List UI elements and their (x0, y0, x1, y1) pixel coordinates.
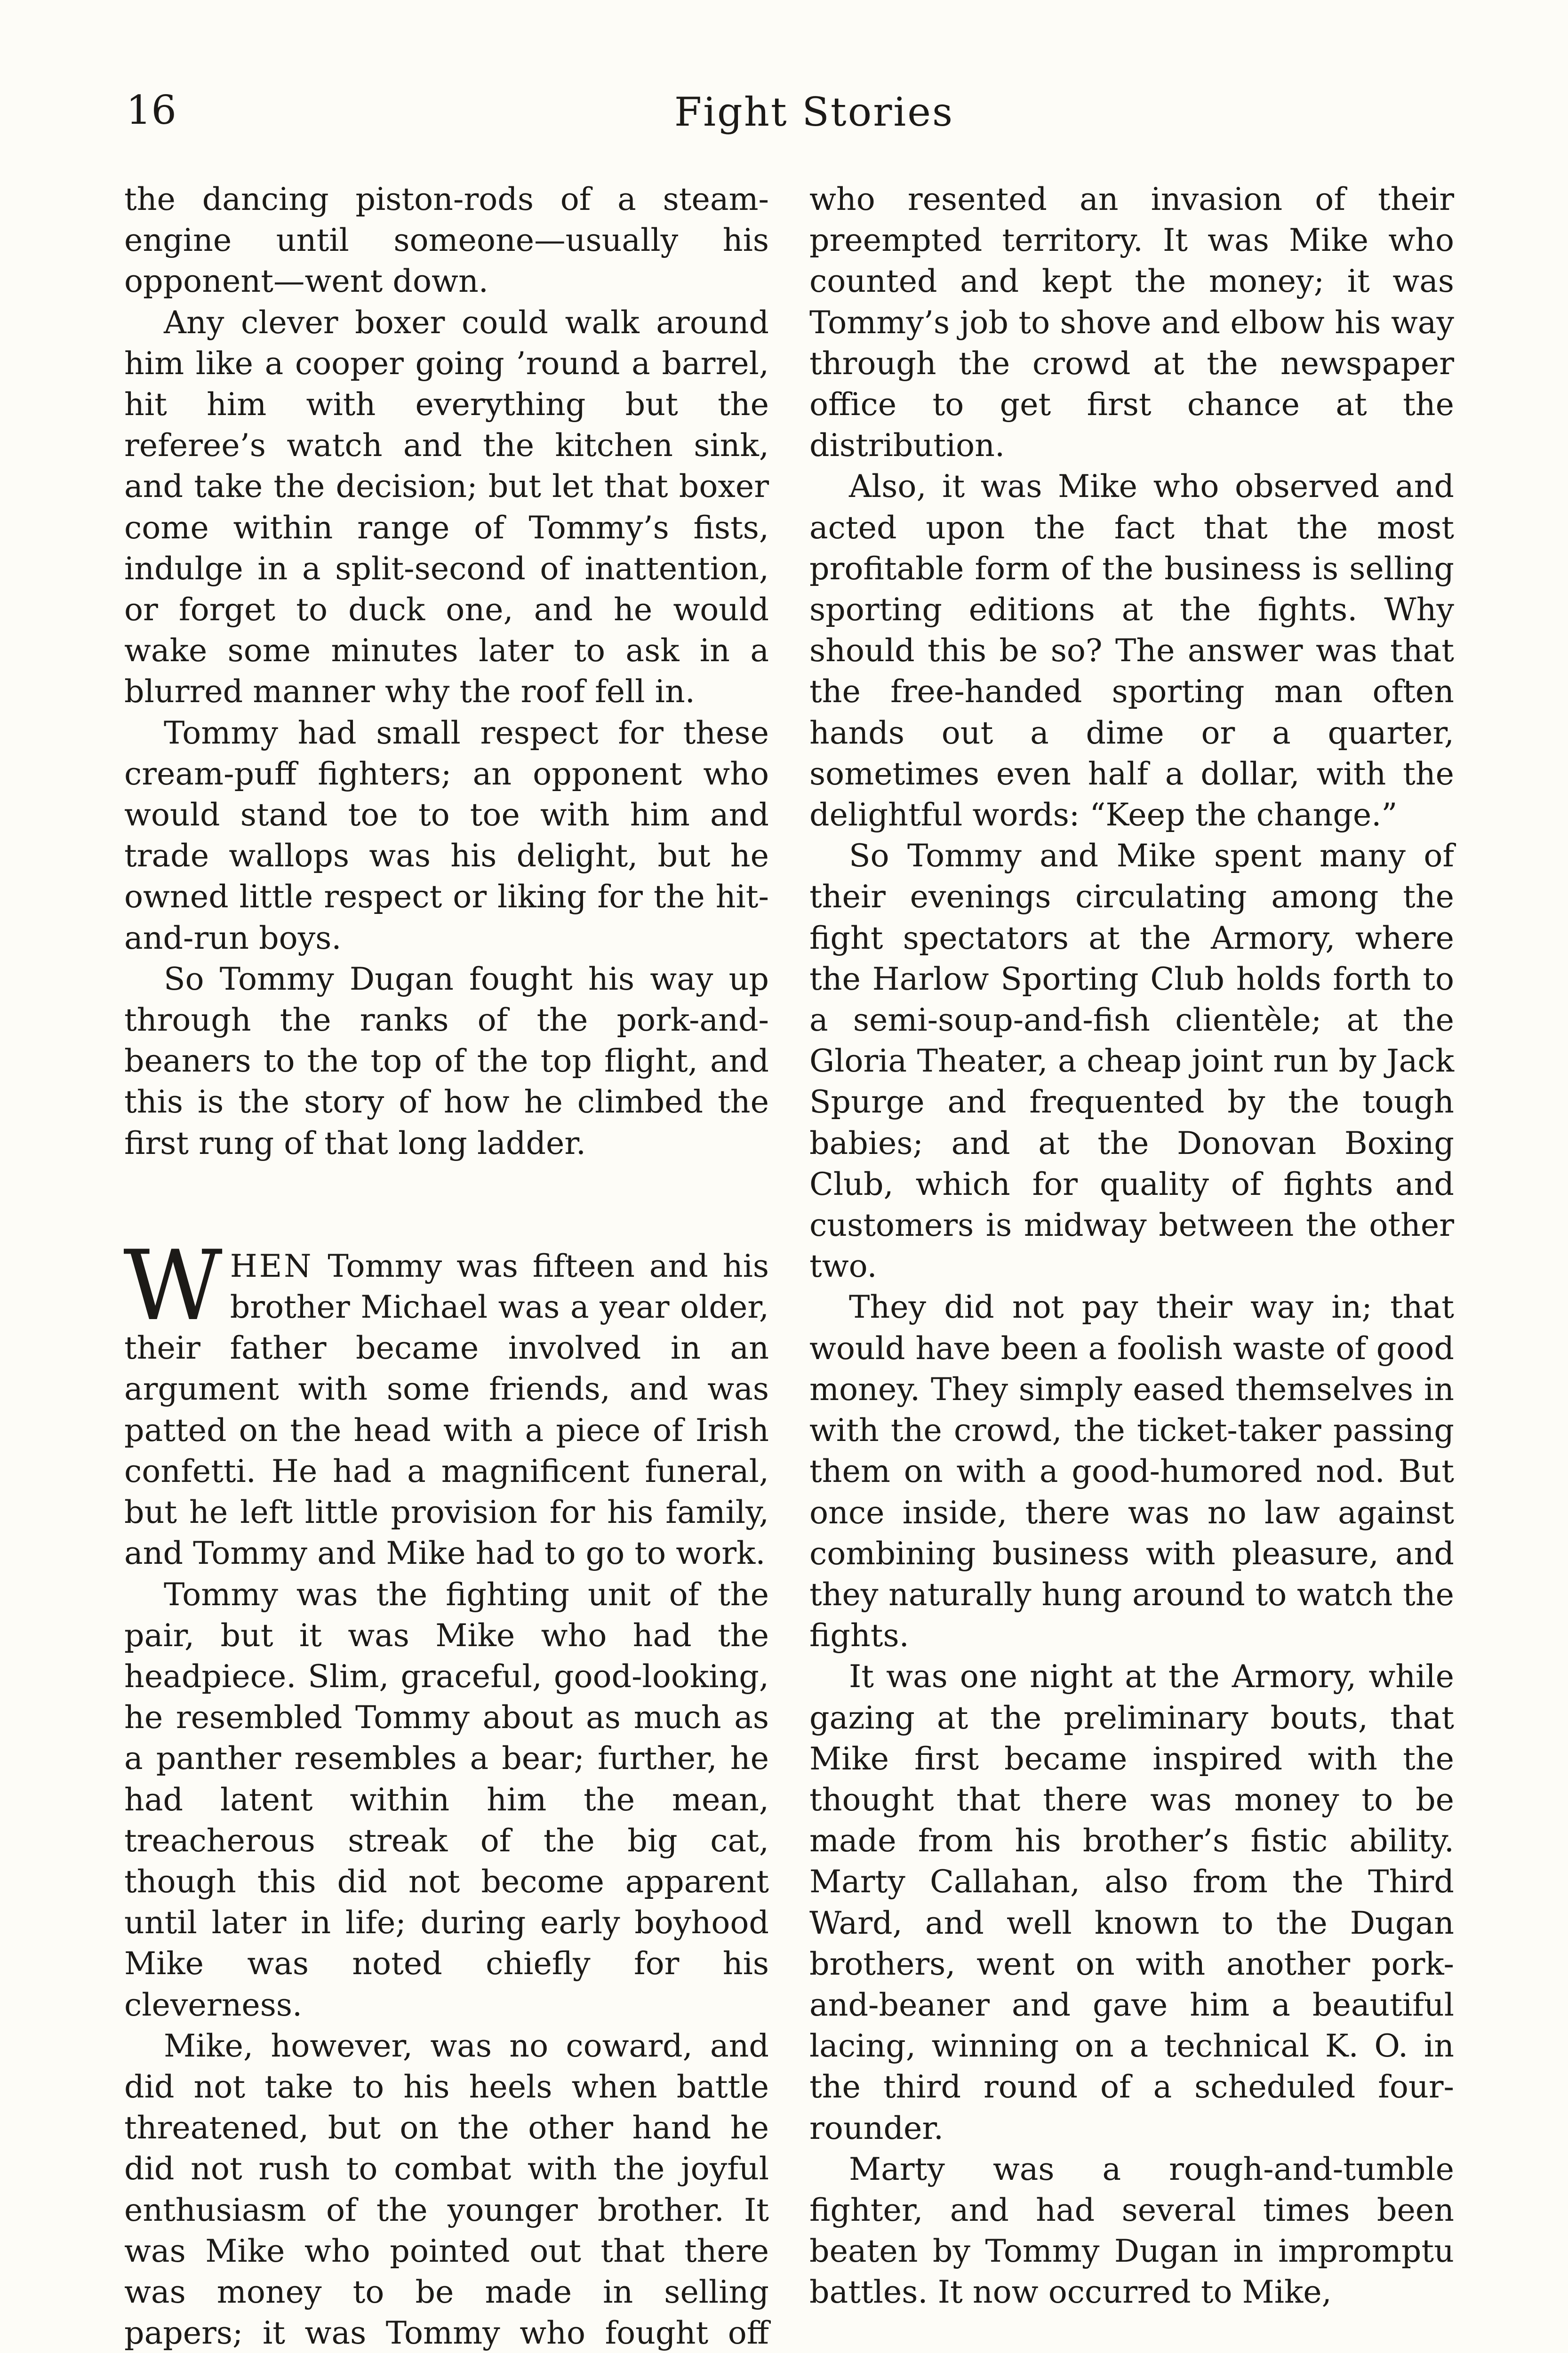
paragraph: Marty was a rough-and-tumble fighter, and had several times been beaten by Tommy Dugan in impromptu battles. It now occurred to Mike, (809, 2150, 1454, 2311)
page-number: 16 (126, 87, 176, 133)
paragraph: who resented an invasion of their preempted territory. It was Mike who counted and kept the money; it was Tommy’s job to shove and elbow his way through the crowd at the newspaper office to get first chance at the distribution. (809, 181, 1454, 464)
dropcap-lead-word: HEN (230, 1247, 313, 1284)
paragraph: Mike, however, was no coward, and did not take to his heels when battle threatened, but on the other hand he did not rush to combat with the joyful enthusiasm of the younger brother. It was Mike who pointed out that there was money to be made in selling papers; it was Tommy who fought off (124, 2027, 769, 2352)
right-column (809, 179, 1454, 2313)
paragraph: So Tommy Dugan fought his way up through the ranks of the pork-and-beaners to the top of the top flight, and this is the story of how he climbed the first rung of that long ladder. (124, 960, 769, 1161)
left-column (124, 179, 769, 2353)
drop-cap: W (123, 1230, 223, 1342)
dropcap-paragraph (123, 1230, 769, 1574)
paragraph: the dancing piston-rods of a steam-engine until someone—usually his opponent—went down. (124, 181, 769, 300)
paragraph: They did not pay their way in; that would have been a foolish waste of good money. They simply eased themselves in with the crowd, the ticket-taker passing them on with a good-humored nod. But once inside, there was no law against combining business with pleasure, and they naturally hung around to watch the fights. (809, 1289, 1454, 1654)
paragraph: It was one night at the Armory, while gazing at the preliminary bouts, that Mike first became inspired with the thought that there was money to be made from his brother’s fistic ability. Marty Callahan, also from the Third Ward, and well known to the Dugan brothers, went on with another pork-and-beaner and gave him a beautiful lacing, winning on a technical K. O. in the third round of a scheduled four-rounder. (809, 1658, 1454, 2146)
paragraph: Tommy was the fighting unit of the pair, but it was Mike who had the headpiece. Slim, graceful, good-looking, he resembled Tommy about as much as a panther resembles a bear; further, he had latent within him the mean, treacherous streak of the big cat, though this did not become apparent until later in life; during early boyhood Mike was noted chiefly for his cleverness. (124, 1576, 769, 2023)
paragraph: Any clever boxer could walk around him like a cooper going ’round a barrel, hit him with everything but the referee’s watch and the kitchen sink, and take the decision; but let that boxer come within range of Tommy’s fists, indulge in a split-second of inattention, or forget to duck one, and he would wake some minutes later to ask in a blurred manner why the roof fell in. (124, 304, 769, 710)
paragraph-text: Tommy was fifteen and his brother Michael was a year older, their father became involved in an argument with some friends, and was patted on the head with a piece of Irish confetti. He had a magnificent funeral, but he left little provision for his family, and Tommy and Mike had to go to work. (124, 1247, 769, 1572)
paragraph: So Tommy and Mike spent many of their evenings circulating among the fight spectators at the Armory, where the Harlow Sporting Club holds forth to a semi-soup-and-fish clientèle; at the Gloria Theater, a cheap joint run by Jack Spurge and frequented by the tough babies; and at the Donovan Boxing Club, which for quality of fights and customers is midway between the other two. (809, 837, 1454, 1285)
running-title: Fight Stories (674, 89, 954, 135)
paragraph: Tommy had small respect for these cream-puff fighters; an opponent who would stand toe to toe with him and trade wallops was his delight, but he owned little respect or liking for the hit-and-run boys. (124, 714, 769, 956)
paragraph: Also, it was Mike who observed and acted upon the fact that the most profitable form of the business is selling sporting editions at the fights. Why should this be so? The answer was that the free-handed sporting man often hands out a dime or a quarter, sometimes even half a dollar, with the delightful words: “Keep the change.” (809, 468, 1454, 833)
